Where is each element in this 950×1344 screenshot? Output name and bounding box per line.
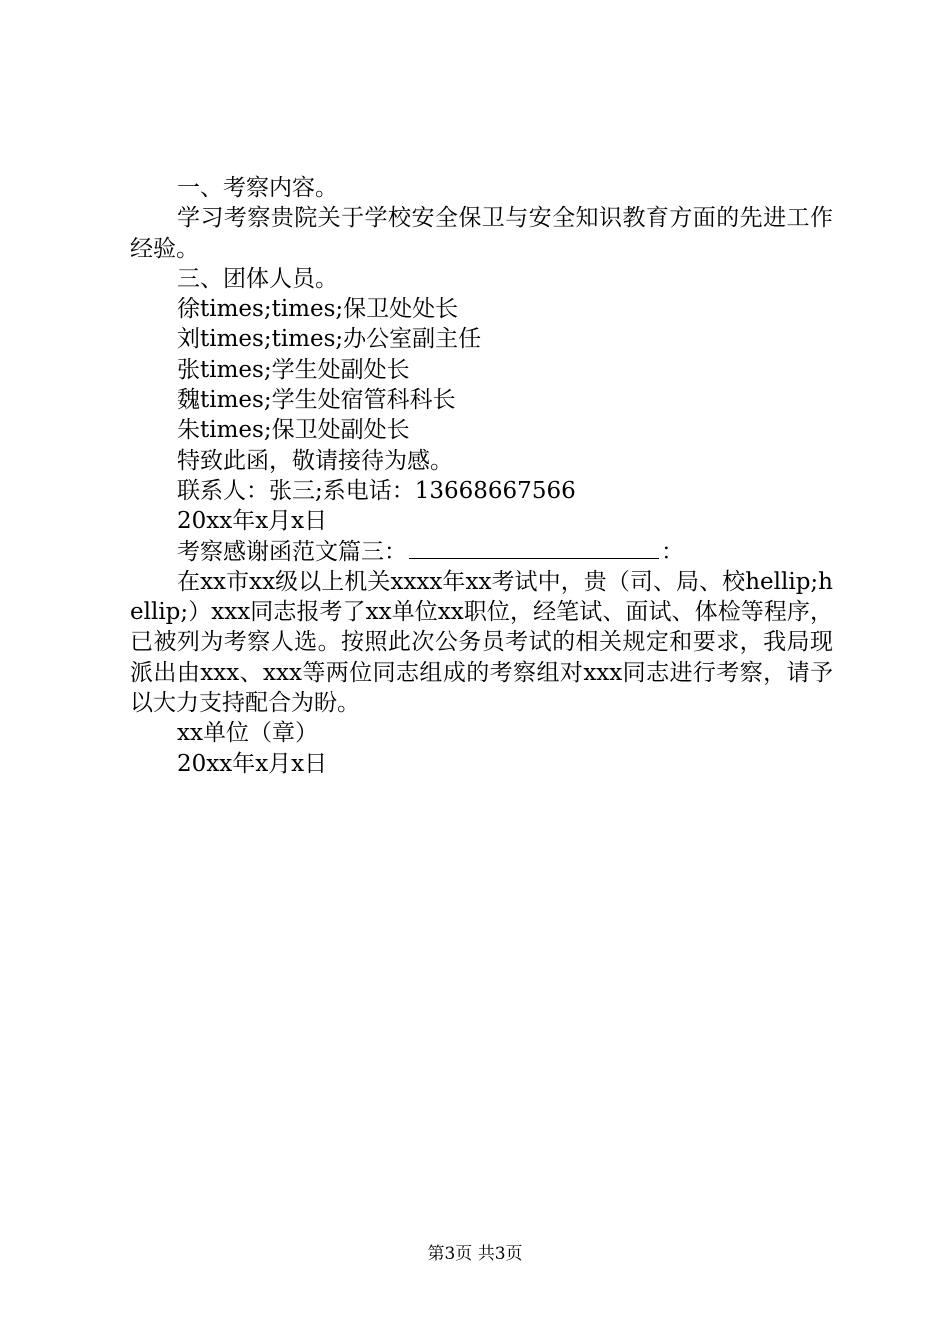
date-line: 20xx年x月x日 (177, 508, 328, 535)
member-line: 徐times;times;保卫处处长 (177, 296, 459, 323)
date-line: 20xx年x月x日 (177, 750, 328, 777)
member-line: 魏times;学生处宿管科科长 (177, 387, 456, 414)
template-heading-suffix: ： (661, 538, 684, 565)
template-heading (130, 537, 833, 567)
unit-seal-line: xx单位（章） (177, 720, 318, 747)
contact-line: 联系人：张三;系电话：13668667566 (177, 477, 576, 504)
body-paragraph: 学习考察贵院关于学校安全保卫与安全知识教育方面的先进工作经验。 (130, 205, 833, 262)
page-number: 第3页 共3页 (427, 1244, 523, 1264)
member-line: 张times;学生处副处长 (177, 356, 410, 383)
section-heading-members: 三、团体人员。 (177, 265, 338, 292)
document-body (130, 173, 833, 779)
body-paragraph: 在xx市xx级以上机关xxxx年xx考试中，贵（司、局、校hellip;hellip;）xxx同志报考了xx单位xx职位，经笔试、面试、体检等程序，已被列为考察人选。按照此次公务员考试的相关规定和要求，我局现派出由xxx、xxx等两位同志组成的考察组对xxx同志进行考察，请予以大力支持配合为盼。 (130, 568, 833, 717)
member-line: 朱times;保卫处副处长 (177, 417, 410, 444)
template-heading-text: 考察感谢函范文篇三： (177, 538, 407, 565)
page-footer (0, 1243, 950, 1265)
section-heading-content: 一、考察内容。 (177, 175, 338, 201)
member-line: 刘times;times;办公室副主任 (177, 326, 482, 353)
closing-line: 特致此函，敬请接待为感。 (177, 447, 453, 474)
blank-underline (409, 538, 659, 559)
